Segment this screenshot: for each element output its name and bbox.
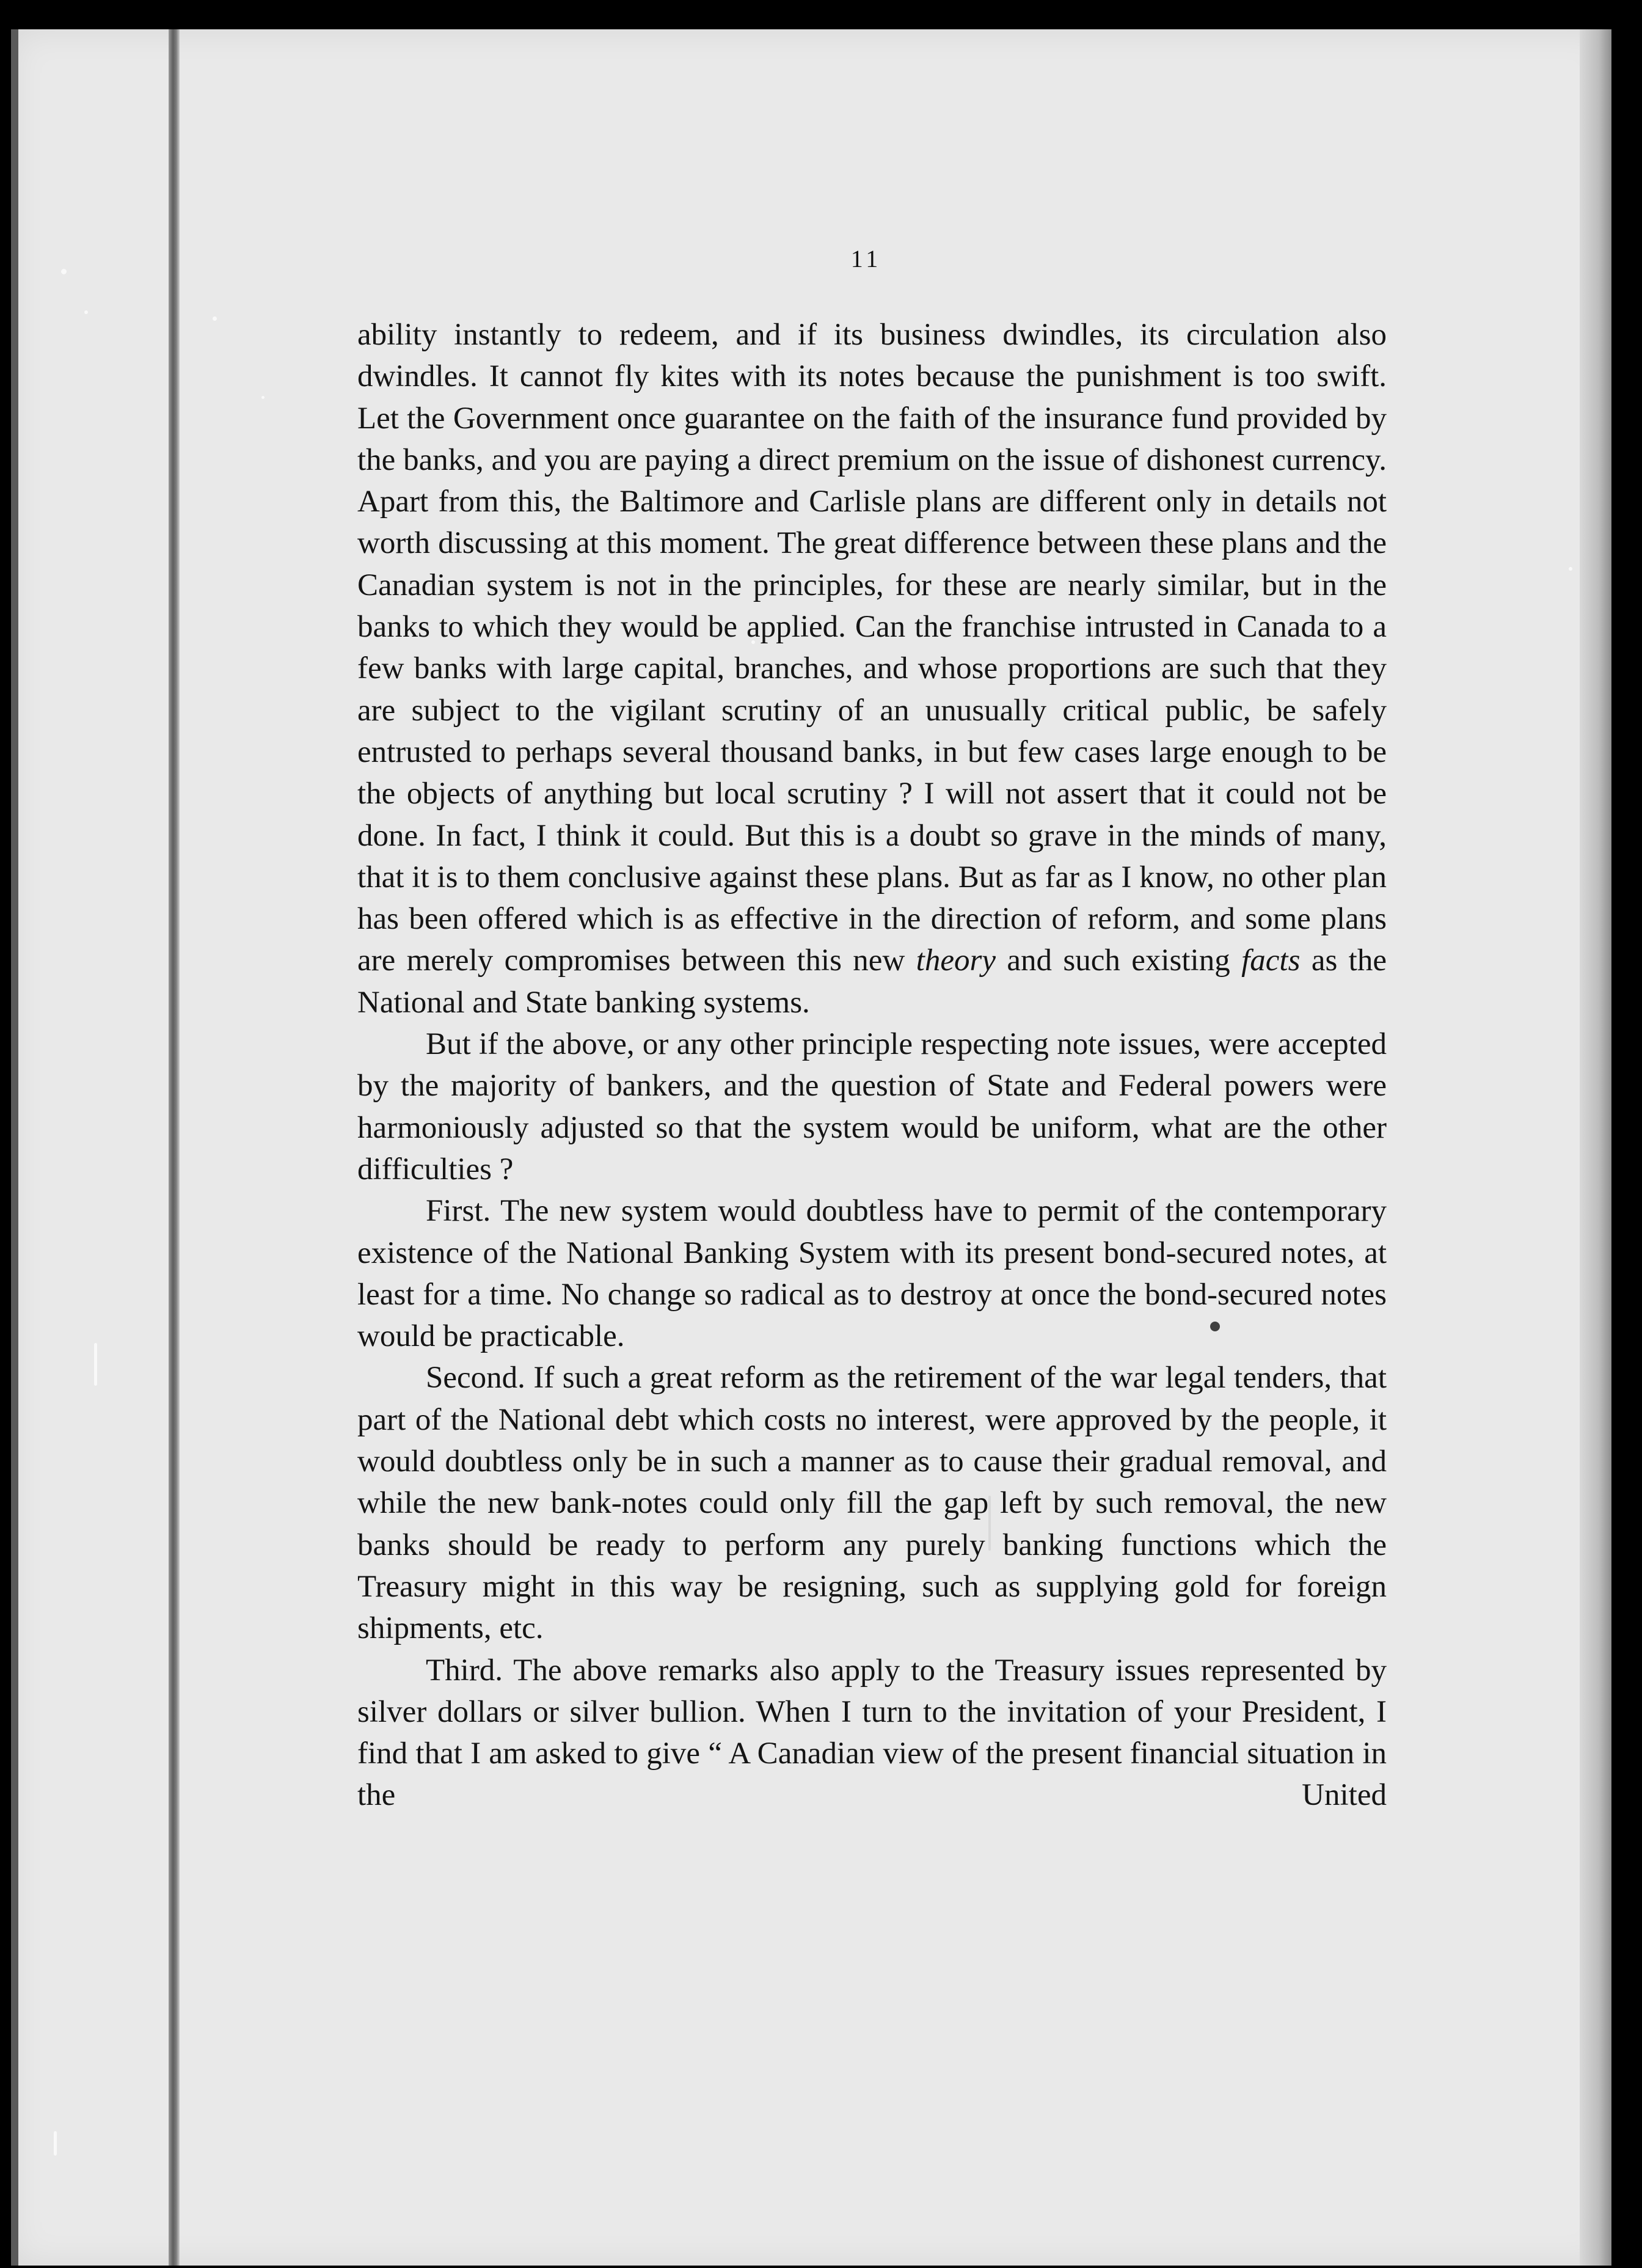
text-run: First. The new system would doubtless have to permit of the contemporary existence of the National Banking System with its present bond-secured notes, at least for a time. No change so radical as to destroy at once the bond-secured notes would be practicable.	[357, 1194, 1387, 1354]
book-page	[11, 29, 1611, 2266]
binding-gutter	[169, 29, 180, 2266]
scan-speck	[54, 2131, 57, 2156]
text-run: Second. If such a great reform as the retirement of the war legal tenders, that part of the National debt which costs no interest, were approved by the people, it would doubtless only be in such a manner as to cause their gradual removal, and while the new bank-notes could only fill the gap left by such removal, the new banks should be ready to perform any purely banking functions which the Treasury might in this way be resigning, such as supplying gold for foreign shipments, etc.	[357, 1361, 1387, 1646]
body-text	[357, 314, 1387, 1816]
italic-text: theory	[916, 943, 996, 978]
page-right-edge	[1580, 29, 1611, 2266]
paragraph	[357, 1023, 1387, 1190]
scan-speck	[1569, 567, 1572, 571]
text-run: ability instantly to redeem, and if its business dwindles, its circulation also dwindles. It cannot fly kites with its notes because the punishment is too swift. Let the Government once guarantee on the faith of the insurance fund provided by the banks, and you are paying a direct premium on the issue of dishonest currency. Apart from this, the Baltimore and Carlisle plans are different only in details not worth discussing at this moment. The great difference between these plans and the Canadian system is not in the principles, for these are nearly similar, but in the banks to which they would be applied. Can the franchise intrusted in Canada to a few banks with large capital, branches, and whose proportions are such that they are subject to the vigilant scrutiny of an unusually critical public, be safely entrusted to perhaps several thousand banks, in but few cases large enough to be the objects of anything but local scrutiny ? I will not assert that it could not be done. In fact, I think it could. But this is a doubt so grave in the minds of many, that it is to them conclusive against these plans. But as far as I know, no other plan has been offered which is as effective in the direction of reform, and some plans are merely compromises between this new	[357, 318, 1387, 978]
text-run: But if the above, or any other principle respecting note issues, were accepted by the majority of bankers, and the question of State and Federal powers were harmoniously adjusted so that the system would be uniform, what are the other difficulties ?	[357, 1027, 1387, 1187]
scan-speck	[94, 1343, 97, 1386]
scan-speck	[213, 316, 217, 321]
page-number: 11	[850, 245, 882, 273]
text-run: as the National and State banking systems.	[357, 943, 1387, 1020]
paragraph	[357, 1190, 1387, 1357]
italic-text: facts	[1241, 943, 1301, 978]
scan-speck	[261, 396, 265, 399]
scan-speck	[61, 269, 67, 274]
text-run: and such existing	[995, 943, 1242, 978]
scan-speck	[84, 310, 88, 314]
paragraph	[357, 1357, 1387, 1649]
text-run: Third. The above remarks also apply to the Treasury issues represented by silver dollars or silver bullion. When I turn to the invitation of your President, I find that I am asked to give “ A Canadian view of the present financial situation in the United	[357, 1653, 1387, 1813]
page-left-shadow	[11, 29, 18, 2266]
paragraph	[357, 1650, 1387, 1816]
paragraph	[357, 314, 1387, 1023]
